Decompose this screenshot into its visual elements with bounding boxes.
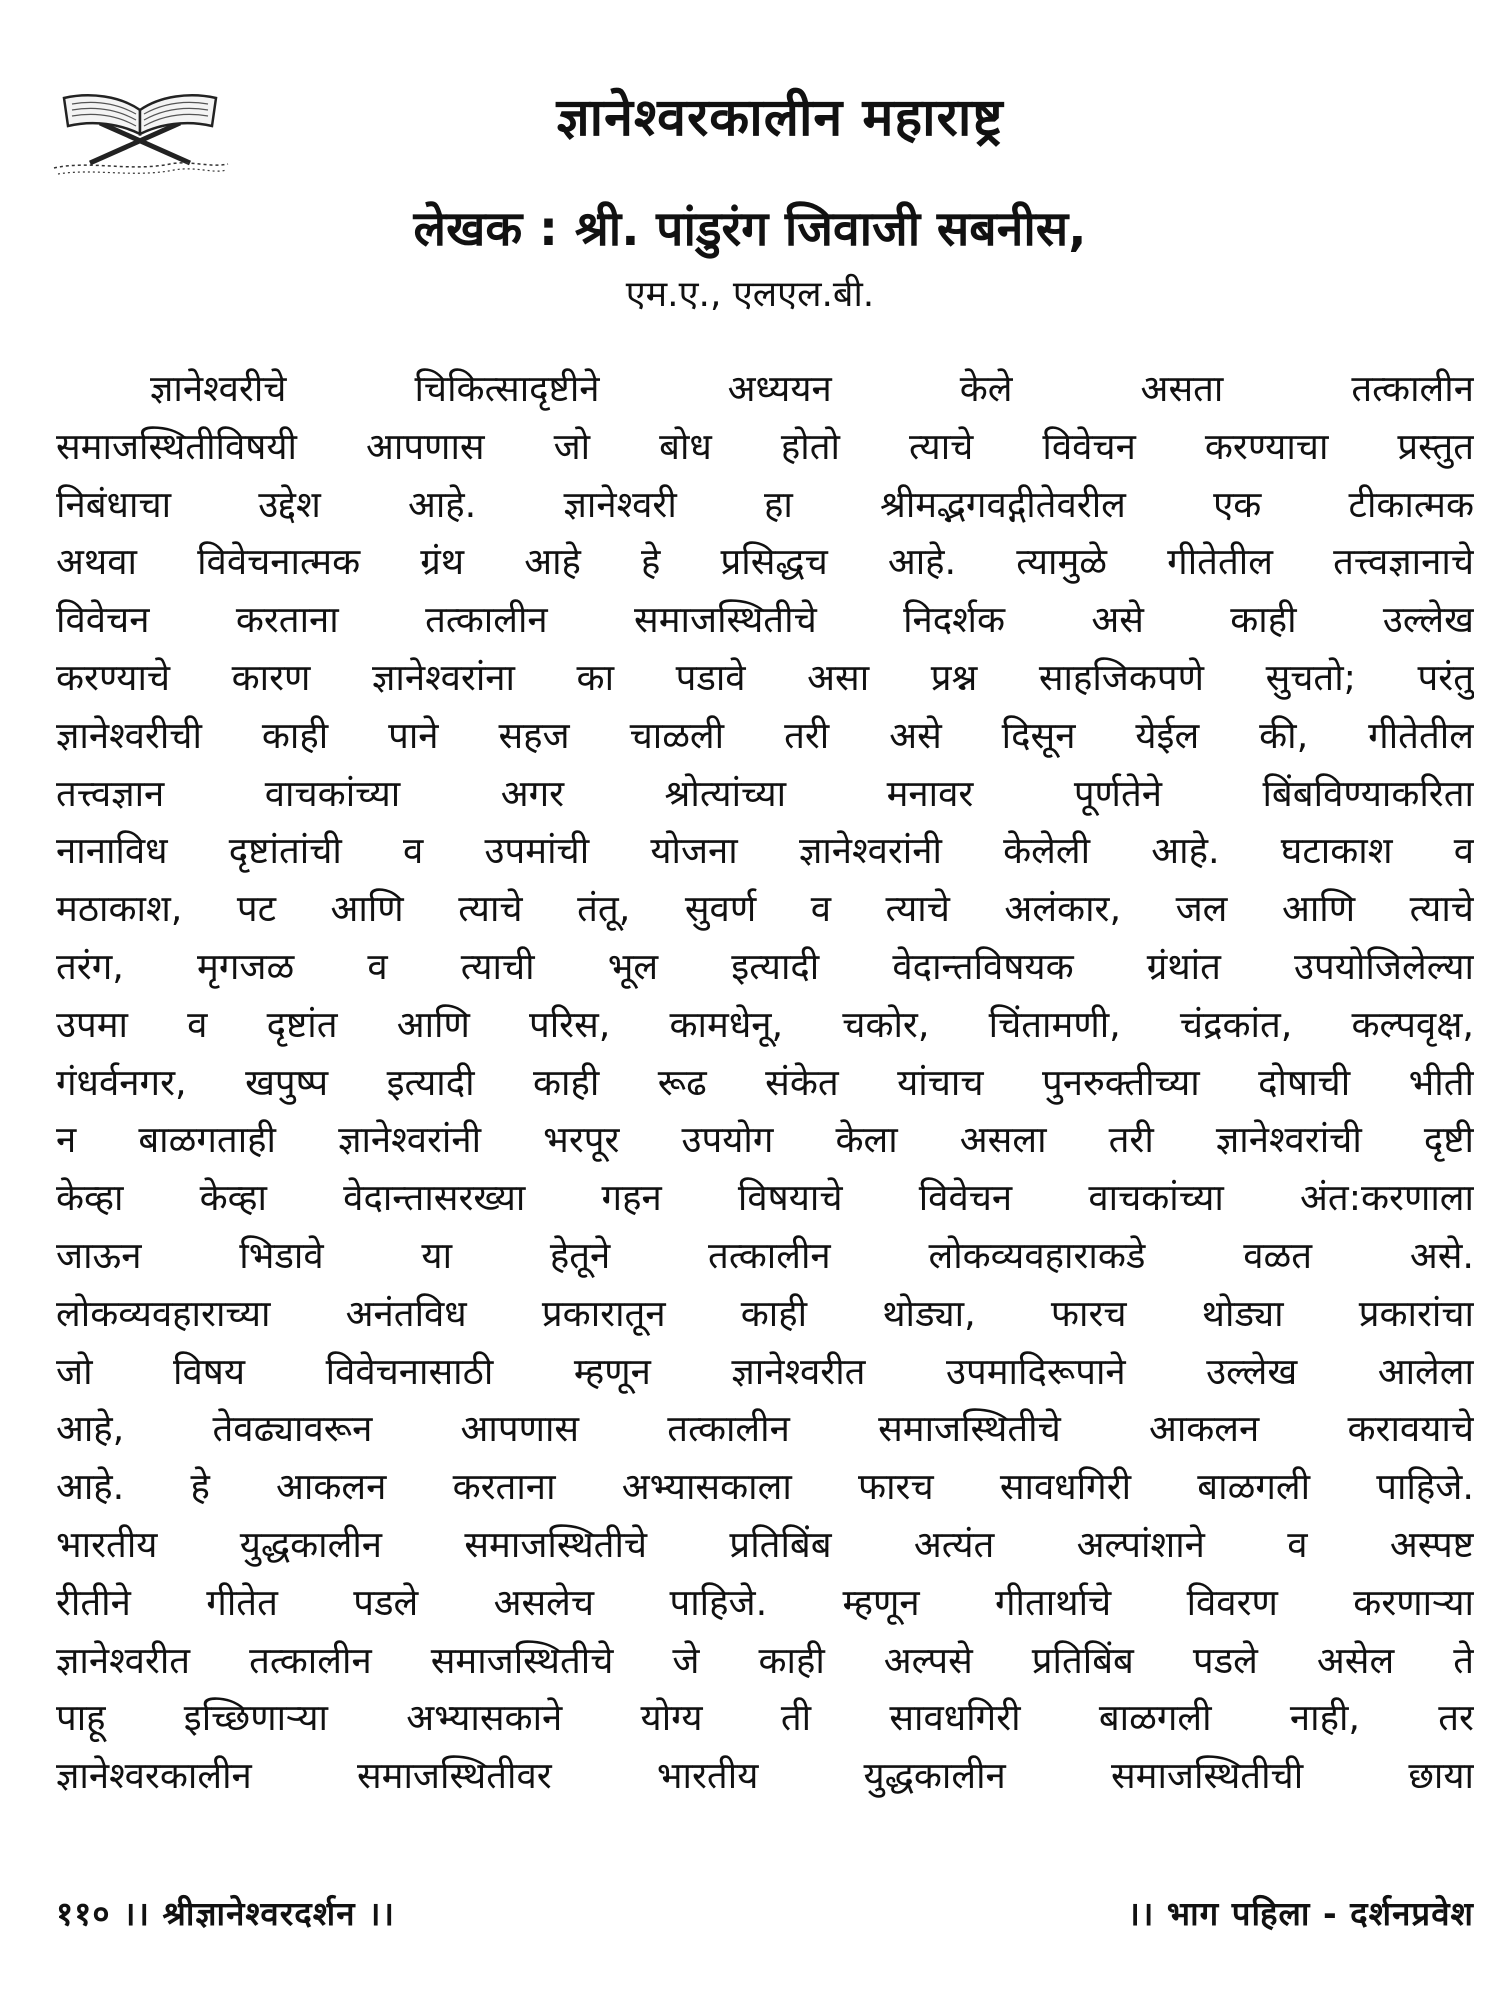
body-line: समाजस्थितीविषयी आपणास जो बोध होतो त्याचे विवेचन करण्याचा प्रस्तुत bbox=[56, 424, 1474, 468]
footer-section-title: ।। भाग पहिला - दर्शनप्रवेश bbox=[1127, 1894, 1474, 1933]
body-line: केव्हा केव्हा वेदान्तासरख्या गहन विषयाचे विवेचन वाचकांच्या अंत:करणाला bbox=[56, 1176, 1474, 1220]
body-line: रीतीने गीतेत पडले असलेच पाहिजे. म्हणून गीतार्थाचे विवरण करणाऱ्या bbox=[56, 1580, 1474, 1624]
body-line: मठाकाश, पट आणि त्याचे तंतू, सुवर्ण व त्याचे अलंकार, जल आणि त्याचे bbox=[56, 887, 1474, 931]
body-line: अथवा विवेचनात्मक ग्रंथ आहे हे प्रसिद्धच आहे. त्यामुळे गीतेतील तत्त्वज्ञानाचे bbox=[56, 540, 1474, 584]
author-line: लेखक : श्री. पांडुरंग जिवाजी सबनीस, bbox=[413, 201, 1087, 257]
footer-page-number-and-book-title: ११० ।। श्रीज्ञानेश्वरदर्शन ।। bbox=[56, 1894, 396, 1933]
body-line: भारतीय युद्धकालीन समाजस्थितीचे प्रतिबिंब अत्यंत अल्पांशाने व अस्पष्ट bbox=[56, 1522, 1474, 1566]
article-title: ज्ञानेश्वरकालीन महाराष्ट्र bbox=[556, 88, 1004, 148]
body-line: गंधर्वनगर, खपुष्प इत्यादी काही रूढ संकेत यांचाच पुनरुक्तीच्या दोषाची भीती bbox=[56, 1060, 1474, 1104]
body-line: ज्ञानेश्वरीत तत्कालीन समाजस्थितीचे जे काही अल्पसे प्रतिबिंब पडले असेल ते bbox=[56, 1638, 1474, 1682]
body-line: जाऊन भिडावे या हेतूने तत्कालीन लोकव्यवहाराकडे वळत असे. bbox=[56, 1233, 1474, 1277]
body-line: जो विषय विवेचनासाठी म्हणून ज्ञानेश्वरीत उपमादिरूपाने उल्लेख आलेला bbox=[56, 1349, 1474, 1393]
body-line: नानाविध दृष्टांतांची व उपमांची योजना ज्ञानेश्वरांनी केलेली आहे. घटाकाश व bbox=[56, 829, 1474, 873]
body-line: ज्ञानेश्वरीचे चिकित्सादृष्टीने अध्ययन केले असता तत्कालीन bbox=[150, 367, 1474, 410]
body-line: ज्ञानेश्वरकालीन समाजस्थितीवर भारतीय युद्धकालीन समाजस्थितीची छाया bbox=[56, 1754, 1474, 1798]
body-line: विवेचन करताना तत्कालीन समाजस्थितीचे निदर्शक असे काही उल्लेख bbox=[56, 598, 1474, 642]
body-line: आहे, तेवढ्यावरून आपणास तत्कालीन समाजस्थितीचे आकलन करावयाचे bbox=[56, 1407, 1474, 1451]
open-book-icon bbox=[50, 68, 230, 178]
body-line: ज्ञानेश्वरीची काही पाने सहज चाळली तरी असे दिसून येईल की, गीतेतील bbox=[56, 713, 1474, 757]
body-line: न बाळगताही ज्ञानेश्वरांनी भरपूर उपयोग केला असला तरी ज्ञानेश्वरांची दृष्टी bbox=[56, 1118, 1474, 1162]
article-body bbox=[56, 360, 1474, 1805]
body-line: उपमा व दृष्टांत आणि परिस, कामधेनू, चकोर, चिंतामणी, चंद्रकांत, कल्पवृक्ष, bbox=[56, 1002, 1474, 1046]
author-degree: एम.ए., एलएल.बी. bbox=[625, 274, 875, 315]
body-line: तरंग, मृगजळ व त्याची भूल इत्यादी वेदान्तविषयक ग्रंथांत उपयोजिलेल्या bbox=[56, 944, 1474, 988]
body-line: लोकव्यवहाराच्या अनंतविध प्रकारातून काही थोड्या, फारच थोड्या प्रकारांचा bbox=[56, 1291, 1474, 1335]
body-line: पाहू इच्छिणाऱ्या अभ्यासकाने योग्य ती सावधगिरी बाळगली नाही, तर bbox=[56, 1696, 1474, 1740]
body-line: तत्त्वज्ञान वाचकांच्या अगर श्रोत्यांच्या मनावर पूर्णतेने बिंबविण्याकरिता bbox=[56, 771, 1474, 815]
body-line: निबंधाचा उद्देश आहे. ज्ञानेश्वरी हा श्रीमद्भगवद्गीतेवरील एक टीकात्मक bbox=[56, 482, 1474, 526]
body-line: आहे. हे आकलन करताना अभ्यासकाला फारच सावधगिरी बाळगली पाहिजे. bbox=[56, 1465, 1474, 1509]
body-line: करण्याचे कारण ज्ञानेश्वरांना का पडावे असा प्रश्न साहजिकपणे सुचतो; परंतु bbox=[56, 655, 1474, 699]
